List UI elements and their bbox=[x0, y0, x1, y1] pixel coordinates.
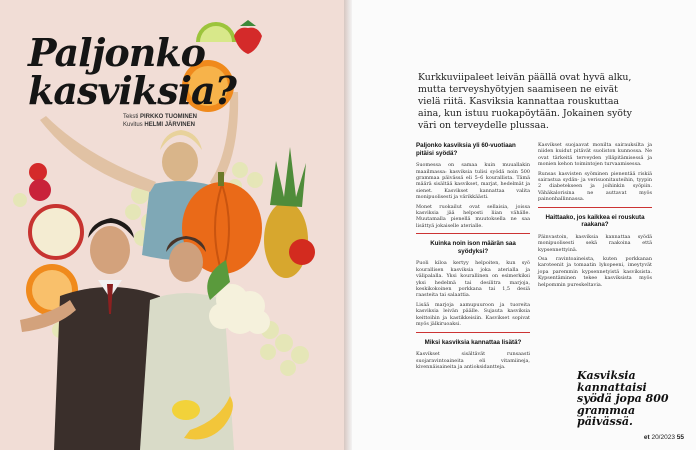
page-number: 55 bbox=[676, 434, 684, 441]
body-paragraph: Päinvastoin, kasviksia kannattaa syödä monipuolisesti sekä raakoina että kypsennettyinä. bbox=[538, 233, 652, 253]
divider bbox=[416, 233, 530, 234]
body-paragraph: Runsas kasvisten syöminen pienentää riskiä sairastua sydän- ja verisuonitauteihin, tyypin 2 diabetekseen ja joihinkin syöpiin. Vähäkalorisina ne auttavat myös painonhallinnassa. bbox=[538, 170, 652, 203]
page-gutter bbox=[344, 0, 352, 450]
byline-text-label: Teksti bbox=[123, 114, 139, 120]
text-column-2 bbox=[538, 142, 652, 291]
byline-photo-author: HELMI JÄRVINEN bbox=[144, 122, 195, 128]
lead-paragraph: Kurkkuviipaleet leivän päällä ovat hyvä alku, mutta terveyshyötyjen saamiseen ne eivät vielä riitä. Kasviksia kannattaa rouskuttaa aina, kun istuu ruokapöytään. Jokainen syöty väri on terveydelle plussaa. bbox=[418, 72, 632, 131]
subheading: Haittaako, jos kaikkea ei rouskuta raakana? bbox=[545, 213, 645, 229]
page-footer bbox=[644, 434, 684, 441]
byline-text-author: PIRKKO TUOMINEN bbox=[140, 114, 198, 120]
byline-photo-label: Kuvitus bbox=[123, 122, 143, 128]
body-paragraph: Suomessa on samaa kuin muuallakin maailmassa: kasviksia tulisi syödä noin 500 grammaa päivässä eli 5–6 kourallista. Tämä määrä sisältää kasvikset, marjat, hedelmät ja sienet. Kasvikset kannattaa valita monipuolisesti ja värikkäästi. bbox=[416, 162, 530, 201]
body-paragraph: Kasvikset sisältävät runsaasti suojaravintoaineita eli vitamiineja, kivennäisaineita ja antioksidantteja. bbox=[416, 351, 530, 370]
text-column-1 bbox=[416, 142, 530, 373]
right-page bbox=[352, 0, 696, 450]
issue-number: 20/2023 bbox=[651, 434, 675, 441]
divider bbox=[538, 207, 652, 208]
title-line-1: Paljonko bbox=[28, 30, 206, 75]
body-paragraph: Monet ruokailut ovat sellaisia, joissa kasviksia jää helposti liian vähälle. Muutamalla pienellä muutoksella ne saa lisättyä jokaiselle aterialle. bbox=[416, 203, 530, 229]
magazine-name: et bbox=[643, 434, 650, 441]
article-title bbox=[28, 30, 236, 113]
body-paragraph: Lisää marjoja aamupuuroon ja tuoreita kasviksia leivän päälle. Sujauta kasviksia keittoihin ja kastikkeisiin. Kasvikset sopivat myös jälkiruoaksi. bbox=[416, 301, 530, 328]
body-paragraph: Kasvikset suojaavat monilta sairauksilta ja niiden kuidut pitävät suoliston kunnossa. Ne ovat tärkeitä terveyden ylläpitämisessä ja monien kehon toimintojen turvaamisessa. bbox=[538, 142, 652, 168]
subheading: Miksi kasviksia kannattaa lisätä? bbox=[424, 338, 522, 346]
pull-quote: Kasviksia kannattaisi syödä jopa 800 grammaa päivässä. bbox=[577, 369, 669, 428]
byline bbox=[123, 113, 197, 129]
title-line-2: kasviksia? bbox=[28, 68, 236, 113]
divider bbox=[416, 332, 530, 333]
subheading: Paljonko kasviksia yli 60-vuotiaan pitäisi syödä? bbox=[416, 142, 516, 157]
body-paragraph: Osa ravintoaineista, kuten porkkanan karoteenit ja tomaatin lykopeeni, imeytyvät jopa paremmin kypsennetyistä kasviksista. Kypsentäminen tekee kasviksista myös helpommin pureskeltavia. bbox=[538, 256, 652, 288]
body-paragraph: Puoli kiloa kertyy helpoiten, kun syö kourallisen kasviksia joka aterialla ja välipalalla. Yksi kourallinen on esimerkiksi yksi hedelmä tai desilitra marjoja, keskikokoinen porkkana tai 1,5 desiä raasteita tai salaattia. bbox=[416, 260, 530, 299]
subheading: Kuinka noin ison määrän saa syödyksi? bbox=[430, 240, 516, 255]
